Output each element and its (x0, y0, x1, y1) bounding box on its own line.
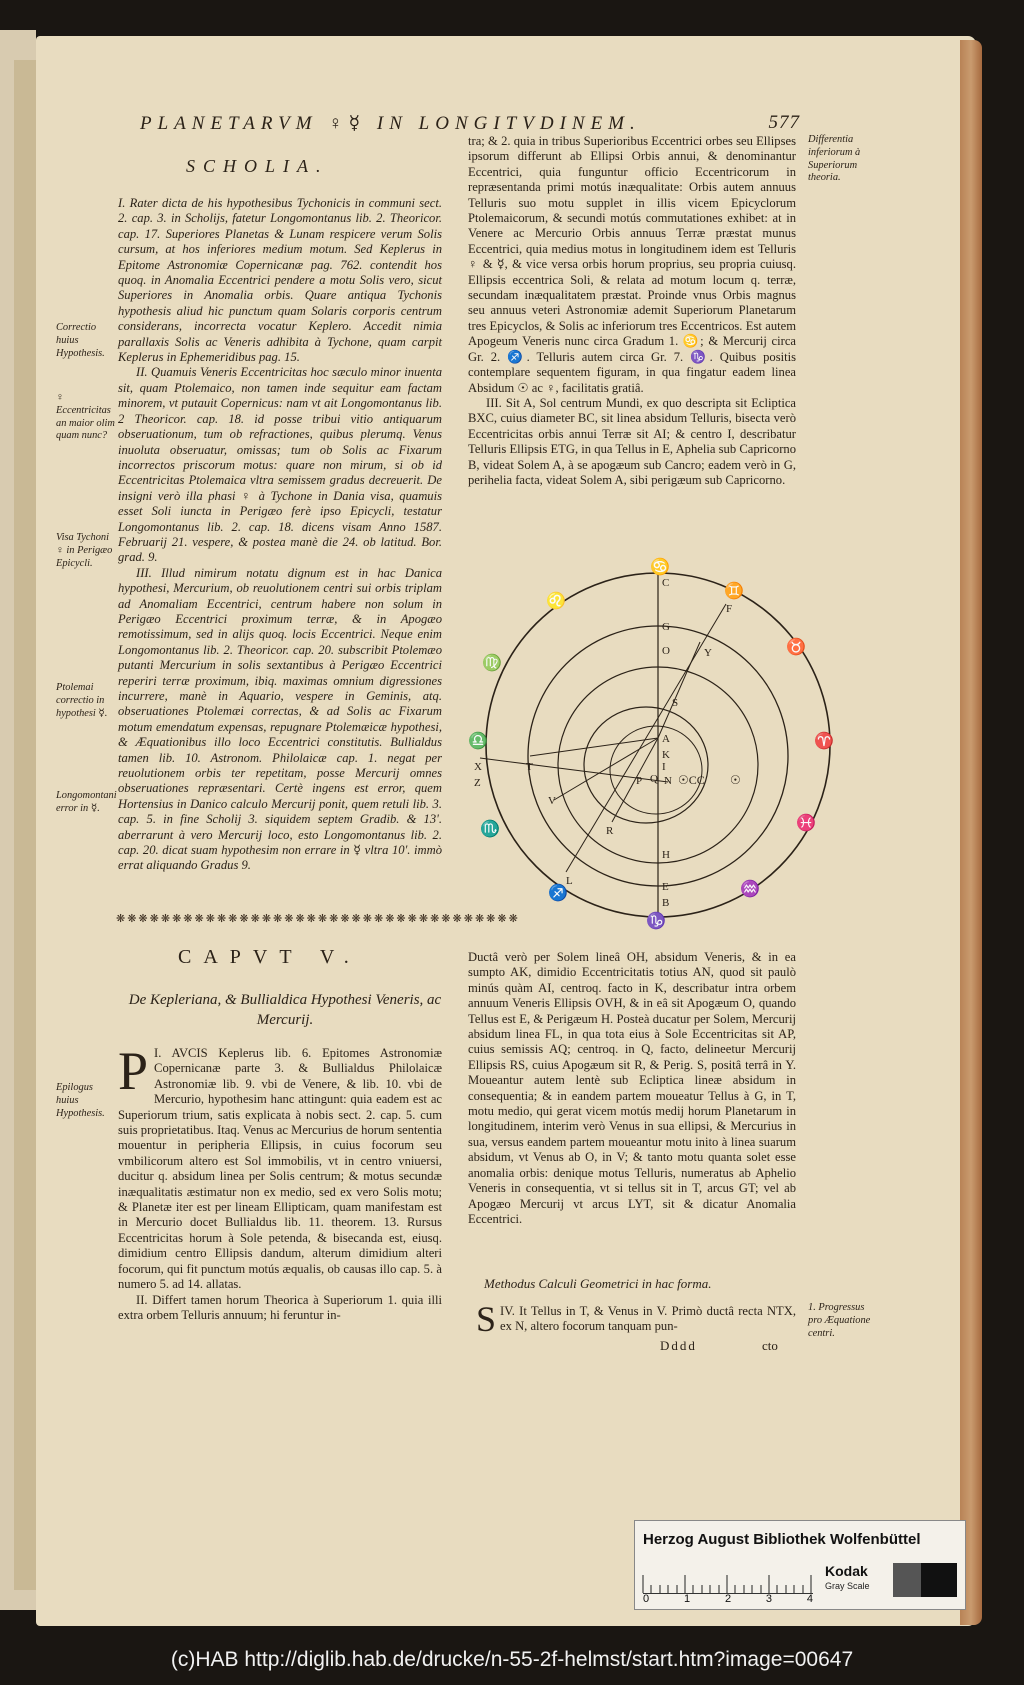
paragraph-number: I. (118, 196, 126, 210)
right-text-1: tra; & 2. quia in tribus Superioribus Eccentrici orbes seu Ellipses ipsorum differunt ab Ellipsi Orbis annui, & denominantur Eccentrici, quia funguntur officio Eccentricorum in repræsentanda primi motús inæqualitate: Orbis autem annuus Telluris suo motu supplet in illis vicem Epicyclorum Ptolemaicorum, & secundi motús commutationes exhibet: at in Venere ac Mercurio Orbis annuus Terræ præstat munus Eccentrici, quia medius motus in longitudinem idem est Telluris ♀ & ☿, & vice versa orbis horum proprius, seu propria cuiusq. Ellipsis eccentrica Soli, & relata ad motum locum q. terræ, secundam inæqualitatem præstat. Proinde vnus Orbis magnus seu annuus veteri Astronomiæ ademit Superiorum Planetarum tres Epicyclos, & Solis ac inferiorum tres Eccentricos. Est autem Apogeum Veneris nunc circa Gradum 1. ♋; & Mercurij circa Gr. 2. ♐. Telluris autem circa Gr. 7. ♑. Quibus positis contemplare sequentem figuram, in qua fingatur eadem linea Absidum ☉ ac ♀, facilitatis gratiâ. (468, 134, 796, 395)
margin-note-right-1: Differentia inferiorum à Superiorum theoria. (808, 134, 861, 184)
ruler-ticks (643, 1563, 813, 1593)
sun-mark-2: ☉ (730, 773, 741, 787)
letter-r: R (606, 825, 614, 837)
letter-q: Q (650, 773, 658, 785)
right-paragraph-3: III. Sit A, Sol centrum Mundi, ex quo descripta sit Ecliptica BXC, cuius diameter BC, sit linea absidum Telluris, bisecta verò Eccentricitas orbis annui Terræ sit AI; & centro I, describatur Telluris Ellipsis ETG, in qua Tellus in E, Aphelia sub Capricorno B, videat Solem A, à se apogæum sub Cancro; eadem verò in G, perihelia facta, videat Solem A, sibi perigæum sub Capricorno. (468, 395, 796, 487)
scholia-text-1: Rater dicta de his hypothesibus Tychonicis in communi sect. 2. cap. 3. in Scholijs, fatetur Longomontanus lib. 2. Theoricor. cap. 17. Superiores Planetas & Lunam respicere verum Solis cursum, at hos inferiores medium motum. Sed Keplerus in Epitome Astronomiæ Copernicanæ pag. 762. contendit hos quoq. in Anomalia Eccentrici pendere a motu Solis vero, sicut Superiores in Anomalia orbis. Quare antiqua Tychonis hypothesis aliud hic punctum quam Solaris corporis centrum considerans, incorrecta vocatur Keplero. Accedit nimia parallaxis Solis ac Veneris adhibita à Tychone, quam carpit Keplerus in Ephemeridibus pag. 15. (118, 196, 443, 365)
library-color-target (634, 1520, 966, 1610)
right-bottom-text: Ductâ verò per Solem lineâ OH, absidum Veneris, & in ea sumpto AK, dimidio Eccentricitatis totius AN, quod sit paulò minús quàm AI, centroq. facto in K, describatur intra orbem annuum Veneris Ellipsis OVH, & in eâ sit Apogæum O, quando Tellus est E, & Perigæum H. Posteà ducatur per Solem, Mercurij absidum linea FL, in qua tota eius à Sole Eccentricitas sit AP, cuius semissis AQ; centroq. in Q, facto, delineetur Mercurij Ellipsis RS, cuius Apogæum sit R, & Perig. S, positâ terrâ in Y. Moueantur autem lentè sub Ecliptica lineæ absidum in consequentia; & in eandem partem moueatur Tellus à G, in T, motu medio, qui gerat vicem motús medij horum Planetarum in longitudinem, interim verò Venus in sua ellipsi, & Mercurius in sua, versus eandem partem moueantur motu inito à linea suarum absidum, vt Venus ab O, in V; & tanto motu quanta solet esse anomalia orbis: denique motus Telluris, numeratus ab Aphelio Veneris in consequentia, vt si tellus sit in T, arcus GT; vel ab Apogæo Mercurij vt arcus LYT, sit & dicatur Anomalia Eccentrici. (468, 950, 796, 1226)
letter-x: X (474, 761, 482, 773)
drop-cap: P (118, 1041, 149, 1101)
black-swatch (921, 1563, 957, 1597)
letter-l: L (566, 875, 573, 887)
ruler-number-3: 3 (765, 1593, 773, 1605)
sign-2: ♉ (786, 639, 806, 656)
drop-cap-s: S (476, 1299, 497, 1339)
paragraph-iv-body: It Tellus in T, & Venus in V. Primò ductâ recta NTX, ex N, altero focorum tanquam pun- (500, 1304, 796, 1334)
sign-9: ♎ (468, 733, 488, 750)
letter-e: E (662, 881, 669, 893)
letter-g: G (662, 621, 670, 633)
left-column-top (118, 196, 442, 874)
margin-note-2: ♀ Eccentricitas an maior olim quam nunc? (56, 392, 115, 442)
margin-note-1: Correctio huius Hypothesis. (56, 322, 105, 359)
sign-11: ♌ (546, 593, 566, 610)
running-head (140, 112, 800, 135)
ruler-number-4: 4 (806, 1593, 813, 1605)
ruler-number-2: 2 (724, 1593, 732, 1605)
chapter-subtitle: De Kepleriana, & Bullialdica Hypothesi Veneris, ac Mercurij. (128, 992, 442, 1028)
chapter-paragraph-2: II. Differt tamen horum Theorica à Superiorum 1. quia illi extra orbem Telluris annuum; hi feruntur in- (118, 1292, 442, 1322)
sign-3: ♈ (814, 733, 834, 750)
line-fl (566, 604, 726, 872)
scholia-paragraph-1 (118, 196, 442, 365)
signature-mark: Dddd (660, 1338, 697, 1353)
margin-note-3: Visa Tychoni ♀ in Perigæo Epicycli. (56, 532, 113, 569)
scholia-heading: SCHOLIA. (186, 156, 329, 176)
scholia-paragraph-2: II. Quamuis Veneris Eccentricitas hoc sæculo minor inuenta sit, quam Ptolemaico, non tamen inde sequitur eam factam minorem, vt putauit Copernicus: nam vt ait Longomontanus lib. 2 Theoricor. cap. 18. id posse tribui vitio antiquarum obseruationum, tum ob refractiones, quibus plerumq. Venus inuoluta obseruatur, omissas; tum ob Solis ac Fixarum incorrectos priscorum motus: quare non mirum, si ob id Eccentricitas Ptolemaica vltra semissem gradus decreuerit. De insigni verò illa phasi ♀ à Tychone in Dania visa, quamuis esset Soli iuncta in Perigæo ferè ipso Epicycli, testatur Longomontanus lib. 2. cap. 18. dicens visam Anno 1587. Februarij 21. vespere, & postea manè die 24. ob latitud. Bor. grad. 9. (118, 365, 442, 565)
ruler-numbers (643, 1593, 813, 1605)
library-name: Herzog August Bibliothek Wolfenbüttel (643, 1531, 921, 1548)
right-column-top (468, 134, 796, 488)
sign-0: ♋ (650, 559, 670, 576)
catchword: cto (762, 1338, 778, 1353)
running-head-title: PLANETARVM ♀☿ IN LONGITVDINEM. (140, 113, 641, 134)
method-heading: Methodus Calculi Geometrici in hac forma. (484, 1276, 712, 1291)
paragraph-iv-text (476, 1299, 796, 1339)
kodak-label: Kodak (825, 1563, 868, 1579)
sun-mark-1: ☉CC (678, 773, 705, 787)
chapter-paragraph-1 (118, 1041, 442, 1293)
letter-o: O (662, 645, 670, 657)
left-column-bottom (118, 1041, 442, 1323)
letter-k: K (662, 749, 670, 761)
line-ta (530, 738, 658, 756)
letter-v: V (548, 795, 556, 807)
sign-10: ♍ (482, 655, 502, 672)
letter-b: B (662, 897, 670, 909)
sign-5: ♒ (740, 881, 760, 898)
sign-4: ♓ (796, 815, 816, 832)
letter-c: C (662, 577, 670, 589)
mercury-orbit-ellipse (584, 707, 708, 823)
margin-note-6: Epilogus huius Hypothesis. (56, 1082, 105, 1119)
scale-ruler (643, 1563, 813, 1594)
letter-i: I (662, 761, 666, 773)
letter-n: N (664, 775, 672, 787)
paragraph-number: I. (154, 1046, 162, 1060)
letter-p: P (636, 775, 643, 787)
letter-t: T (526, 761, 533, 773)
margin-note-right-2: 1. Progressus pro Æquatione centri. (808, 1302, 871, 1339)
letter-z: Z (474, 777, 481, 789)
chapter-heading: CAPVT V. (178, 946, 361, 968)
orbit-diagram (468, 559, 834, 930)
margin-note-5: Longomontani error in ☿. (56, 790, 117, 814)
paragraph-iv (476, 1299, 796, 1339)
letter-h: H (662, 849, 670, 861)
right-column-bottom (468, 950, 796, 1227)
gray-swatch (893, 1563, 921, 1597)
letter-a: A (662, 733, 670, 745)
scholia-paragraph-3: III. Illud nimirum notatu dignum est in hac Danica hypothesi, Mercurium, ob reuolutionem centri sui orbis triplam ad Anomaliam Eccentrici, centrum habere non solum in Perigæo Eccentrici proximum terræ, & in Apogæo remotissimum, sed in alijs quoq. locis Eccentrici. Neque enim Longomontanus lib. 2. Theoricor. cap. 20. subscribit Ptolemæo putanti Mercurium in solis sextantibus à Perigæo Eccentrici reperiri terræ proximum, ibiq. maximas omnium digressiones incurrere, manè in Aquario, vespere in Geminis, atq. obseruationes Ptolemæi correctas, & ad Solis ac Fixarum motum emendatum expensas, repugnare Ptolemæicæ hypothesi, & Æquationibus illo loco Eccentrici constitutis. Bullialdus tamen lib. 10. Astronom. Philolaicæ cap. 1. negat per reuolutionem orbis ter repetitam, posse Mercurij omnes obseruationes repræsentari. Certè ingens est error, quem Hortensius in Danico calculo Mercurij ponit, quem retuli lib. 3. cap. 5. in fine Scholij 3. siquidem septem Gradib. & 13'. aberrarunt à vero Mercurij loco, esto Longomontanus lib. 2. cap. 20. dicat suam hypothesim non errare in ☿ vltra 10'. immò errat aliquando Gradus 9. (118, 565, 442, 873)
paragraph-number: IV. (500, 1304, 515, 1318)
sign-1: ♊ (724, 583, 744, 600)
letter-y: Y (704, 647, 712, 659)
sign-6: ♑ (646, 913, 666, 930)
page-fore-edge (960, 40, 982, 1625)
adjacent-page-shadow (14, 60, 36, 1590)
grayscale-label: Gray Scale (825, 1581, 870, 1591)
letter-s: S (672, 697, 679, 709)
page-number: 577 (768, 112, 800, 133)
copyright-footer: (c)HAB http://diglib.hab.de/drucke/n-55-2f-helmst/start.htm?image=00647 (170, 1648, 854, 1671)
printers-ornament: ❋❋❋❋❋❋❋❋❋❋❋❋❋❋❋❋❋❋❋❋❋❋❋❋❋❋❋❋❋❋❋❋❋❋❋❋ (116, 913, 520, 925)
margin-note-4: Ptolemai correctio in hypothesi ☿. (56, 682, 108, 719)
ruler-number-1: 1 (683, 1593, 691, 1605)
ruler-number-0: 0 (643, 1593, 650, 1605)
letter-f: F (726, 603, 733, 615)
sign-7: ♐ (548, 885, 568, 902)
sign-8: ♏ (480, 821, 500, 838)
chapter-text-1: AVCIS Keplerus lib. 6. Epitomes Astronomiæ Copernicanæ parte 3. & Bullialdus Philolaicæ Astronomiæ lib. 9. vbi de Venere, & lib. 10. vbi de Mercurio, hypothesim hanc attingunt: quia eadem est ac Superiorum trium, satis explicata à nobis sect. 2. cap. 5. cum suis proprietatibus. Itaq. Venus ac Mercurius de horum sententia mouentur in peripheria Ellipsis, in cuius focorum seu vmbilicorum altero est Sol immobilis, vt in centro vniuersi, ducitur q. absidum linea per Solis centrum; & motus secundæ inæqualitatis æstimatur non ex medio, sed ex vero Solis motu; & Planetæ iter est per lineam Ellipticam, quam manifestam est in Mercurio docet Bullialdus lib. 11. theorem. 13. Rursus Eccentricitas horum à Sole petenda, & bisecanda est, eiusq. dimidium centro Ellipsis dandum, alterum dimidium alteri focorum, qui fit punctum motús æqualis, ob causas illo cap. 5. à numero 5. ad 14. allatas. (118, 1046, 442, 1292)
